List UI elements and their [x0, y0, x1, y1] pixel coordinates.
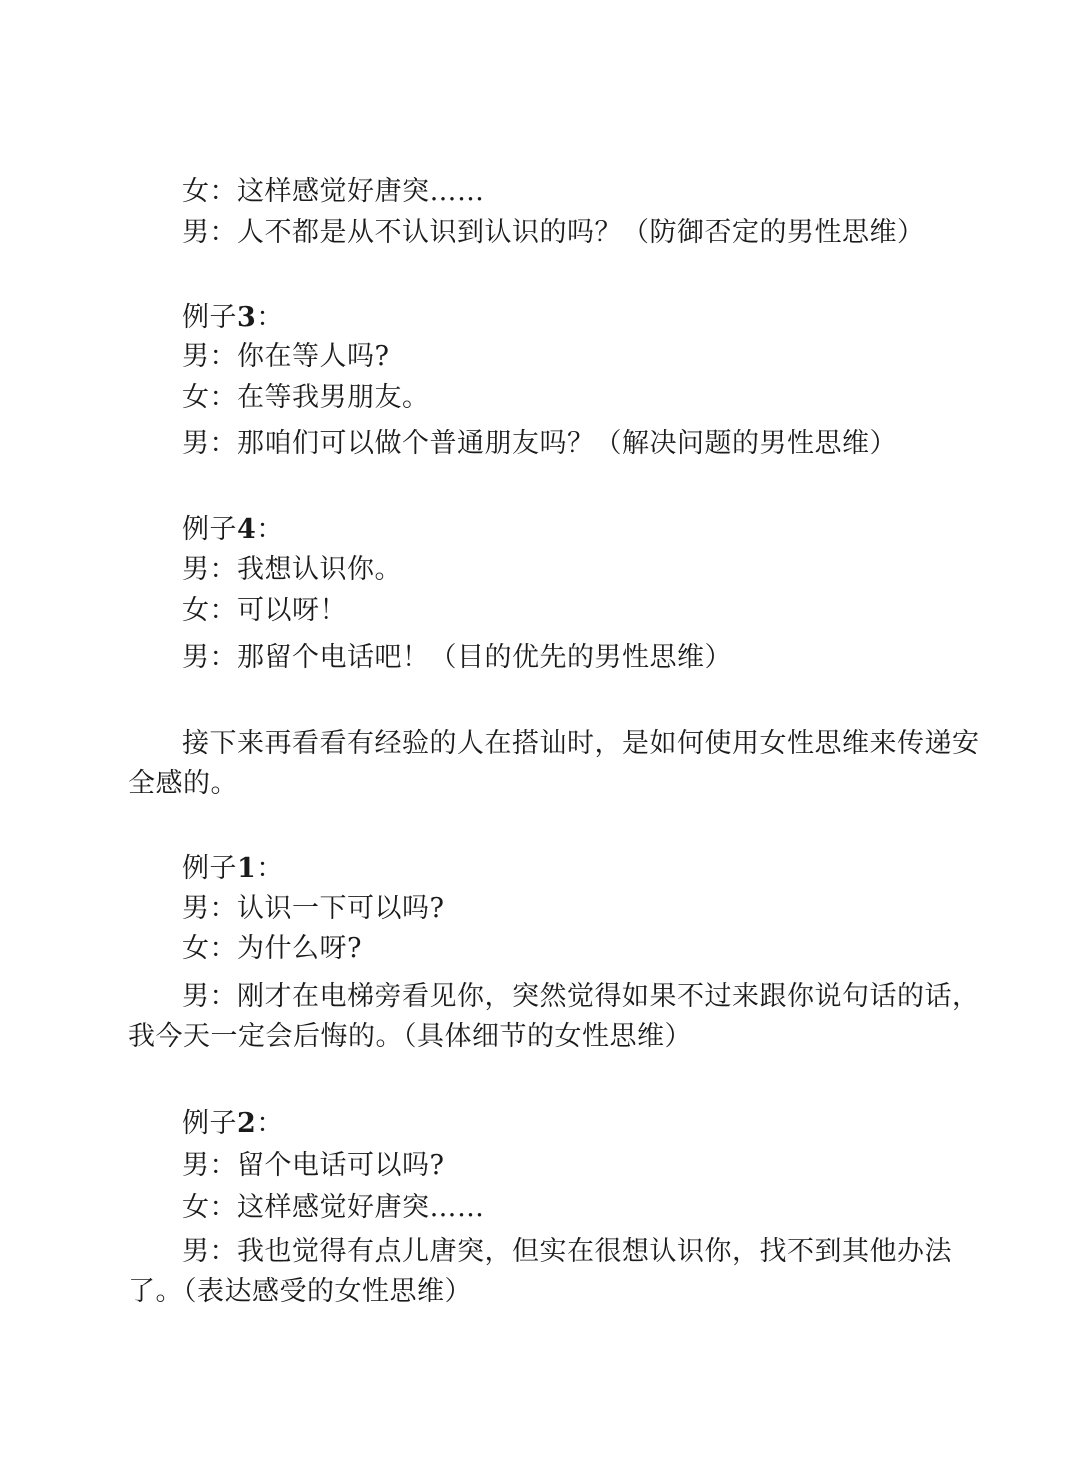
heading-prefix: 例子: [182, 1108, 237, 1139]
dialogue-line: 男：人不都是从不认识到认识的吗？（防御否定的男性思维）: [182, 217, 925, 248]
heading-prefix: 例子: [182, 302, 237, 333]
dialogue-line: 女：可以呀！: [182, 595, 347, 626]
dialogue-line: 男：那咱们可以做个普通朋友吗？（解决问题的男性思维）: [182, 428, 897, 459]
dialogue-line: 男：留个电话可以吗?: [182, 1150, 445, 1181]
dialogue-line: 女：在等我男朋友。: [182, 382, 430, 413]
paragraph-line: 接下来再看看有经验的人在搭讪时，是如何使用女性思维来传递安: [182, 728, 980, 759]
heading-number: 1: [237, 853, 257, 884]
heading-suffix: ：: [256, 302, 284, 333]
dialogue-line: 男：刚才在电梯旁看见你，突然觉得如果不过来跟你说句话的话，: [182, 981, 980, 1012]
heading-suffix: ：: [256, 853, 284, 884]
heading-number: 3: [237, 302, 257, 333]
dialogue-line: 女：为什么呀?: [182, 933, 362, 964]
dialogue-line: 我今天一定会后悔的。（具体细节的女性思维）: [128, 1021, 692, 1052]
dialogue-line: 男：那留个电话吧！（目的优先的男性思维）: [182, 642, 732, 673]
heading-suffix: ：: [256, 1108, 284, 1139]
dialogue-line: 男：认识一下可以吗?: [182, 893, 445, 924]
example-heading: [182, 851, 284, 887]
example-heading: [182, 1106, 284, 1142]
heading-prefix: 例子: [182, 514, 237, 545]
example-heading: [182, 512, 284, 548]
paragraph-line: 全感的。: [128, 768, 238, 799]
dialogue-line: 了。（表达感受的女性思维）: [128, 1276, 472, 1307]
dialogue-line: 女：这样感觉好唐突……: [182, 1192, 485, 1223]
dialogue-line: 女：这样感觉好唐突……: [182, 176, 485, 207]
heading-suffix: ：: [256, 514, 284, 545]
heading-prefix: 例子: [182, 853, 237, 884]
dialogue-line: 男：我也觉得有点儿唐突，但实在很想认识你，找不到其他办法: [182, 1236, 952, 1267]
heading-number: 2: [237, 1108, 257, 1139]
heading-number: 4: [237, 514, 257, 545]
example-heading: [182, 300, 284, 336]
dialogue-line: 男：你在等人吗?: [182, 341, 390, 372]
dialogue-line: 男：我想认识你。: [182, 554, 402, 585]
